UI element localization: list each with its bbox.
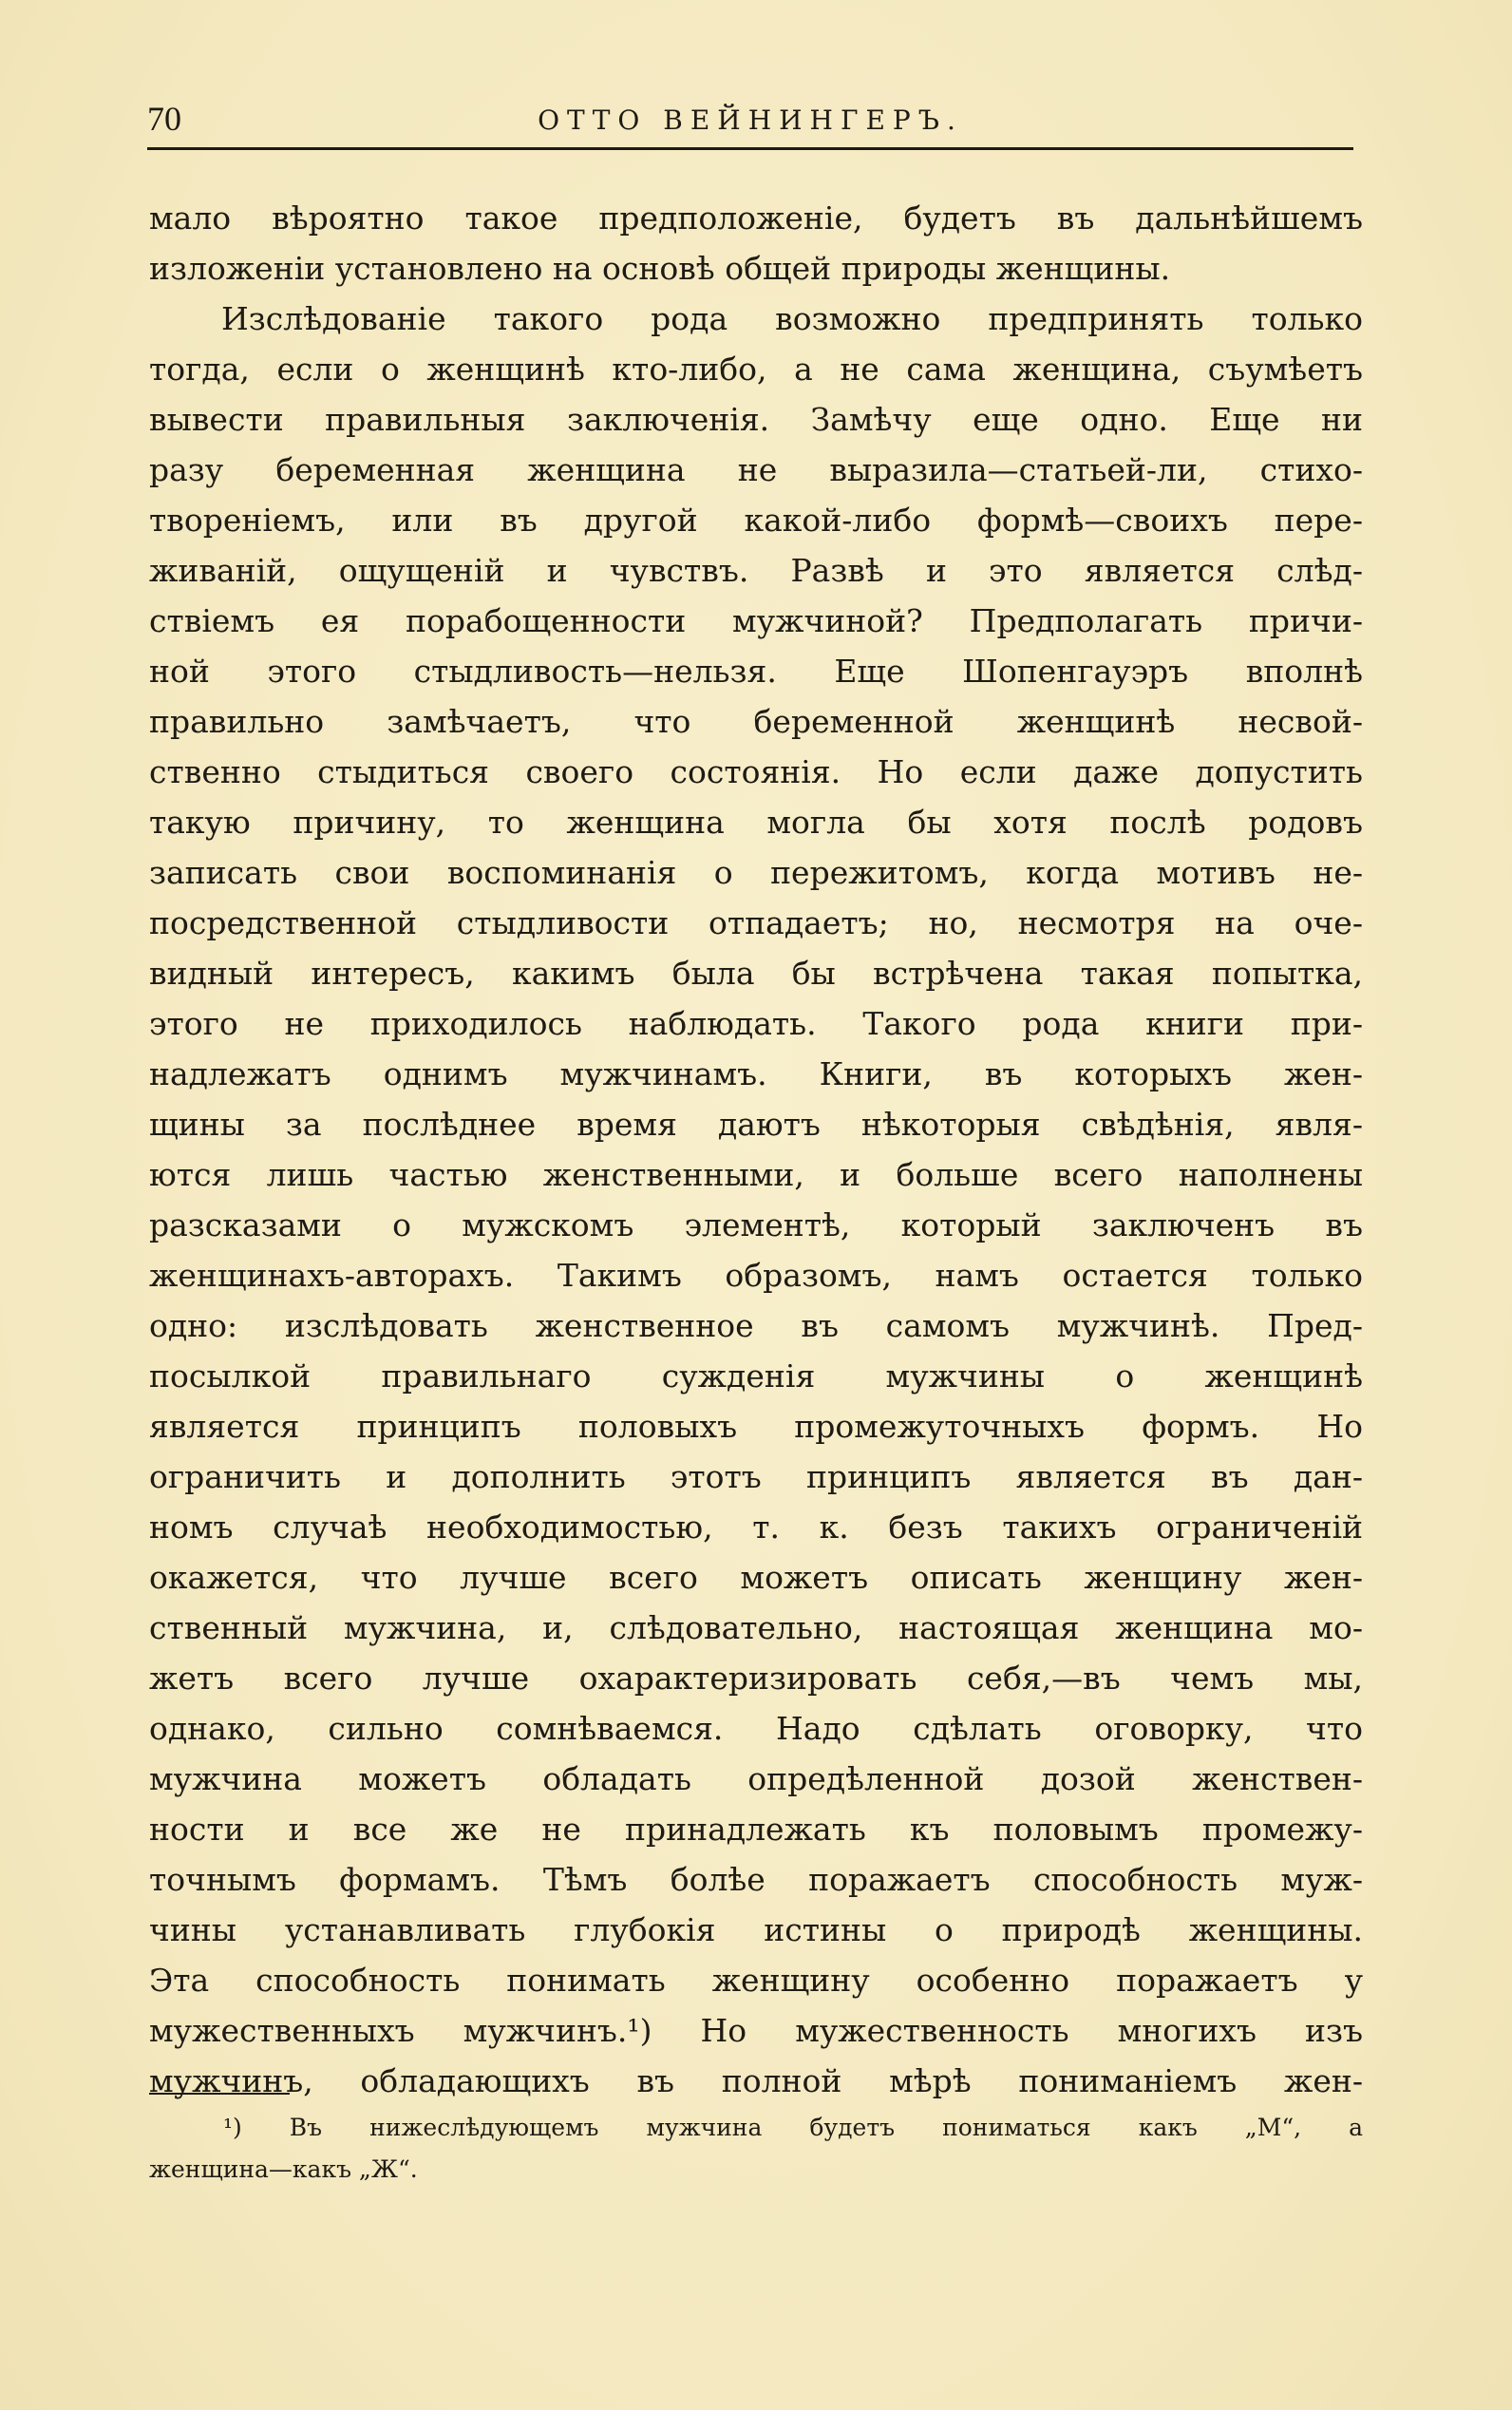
text-line: номъ случаѣ необходимостью, т. к. безъ такихъ ограниченiй bbox=[149, 1509, 1363, 1546]
text-line: Изслѣдованiе такого рода возможно предпринять только bbox=[221, 300, 1363, 337]
text-line: разсказами о мужскомъ элементѣ, который заключенъ въ bbox=[149, 1206, 1363, 1243]
text-line: ственно стыдиться своего состоянiя. Но если даже допустить bbox=[149, 753, 1363, 790]
text-line: мужчинъ, обладающихъ въ полной мѣрѣ пониманiемъ жен- bbox=[149, 2062, 1363, 2099]
text-line: мужчина можетъ обладать опредѣленной дозой женствен- bbox=[149, 1760, 1363, 1797]
text-line: такую причину, то женщина могла бы хотя послѣ родовъ bbox=[149, 804, 1363, 841]
text-line: ственный мужчина, и, слѣдовательно, настоящая женщина мо- bbox=[149, 1609, 1363, 1646]
text-line: правильно замѣчаетъ, что беременной женщинѣ несвой- bbox=[149, 703, 1363, 740]
text-line: творенiемъ, или въ другой какой-либо формѣ—своихъ пере- bbox=[149, 502, 1363, 539]
text-line: окажется, что лучше всего можетъ описать женщину жен- bbox=[149, 1559, 1363, 1596]
text-line: Эта способность понимать женщину особенно поражаетъ у bbox=[149, 1962, 1363, 1999]
text-line: жетъ всего лучше охарактеризировать себя,—въ чемъ мы, bbox=[149, 1660, 1363, 1697]
text-line: ствiемъ ея порабощенности мужчиной? Предполагать причи- bbox=[149, 602, 1363, 639]
main-text bbox=[149, 193, 1363, 2106]
footnote-line: ¹) Въ нижеслѣдующемъ мужчина будетъ пониматься какъ „М“, а bbox=[223, 2114, 1363, 2141]
text-line: разу беременная женщина не выразила—статьей-ли, стихо- bbox=[149, 451, 1363, 488]
running-title: ОТТО ВЕЙНИНГЕРЪ. bbox=[538, 104, 963, 136]
footnote-rule bbox=[149, 2093, 290, 2095]
text-line: точнымъ формамъ. Тѣмъ болѣе поражаетъ способность муж- bbox=[149, 1861, 1363, 1898]
text-line: является принципъ половыхъ промежуточныхъ формъ. Но bbox=[149, 1408, 1363, 1445]
text-line: однако, сильно сомнѣваемся. Надо сдѣлать оговорку, что bbox=[149, 1710, 1363, 1747]
footnote-line: женщина—какъ „Ж“. bbox=[149, 2155, 418, 2183]
text-line: одно: изслѣдовать женственное въ самомъ мужчинѣ. Пред- bbox=[149, 1307, 1363, 1344]
text-line: мало вѣроятно такое предположенiе, будетъ въ дальнѣйшемъ bbox=[149, 199, 1363, 237]
text-line: ограничить и дополнить этотъ принципъ является въ дан- bbox=[149, 1458, 1363, 1495]
page-header bbox=[147, 95, 1353, 152]
footnotes bbox=[149, 2107, 1363, 2191]
text-line: ются лишь частью женственными, и больше всего наполнены bbox=[149, 1156, 1363, 1193]
text-line: изложенiи установлено на основѣ общей природы женщины. bbox=[149, 250, 1171, 287]
text-line: мужественныхъ мужчинъ.¹) Но мужественность многихъ изъ bbox=[149, 2012, 1363, 2049]
text-line: этого не приходилось наблюдать. Такого рода книги при- bbox=[149, 1005, 1363, 1042]
text-line: посредственной стыдливости отпадаетъ; но, несмотря на оче- bbox=[149, 904, 1363, 941]
text-line: чины устанавливать глубокiя истины о природѣ женщины. bbox=[149, 1911, 1363, 1948]
text-line: видный интересъ, какимъ была бы встрѣчена такая попытка, bbox=[149, 955, 1363, 992]
text-line: тогда, если о женщинѣ кто-либо, а не сама женщина, съумѣетъ bbox=[149, 351, 1363, 388]
text-line: вывести правильныя заключенiя. Замѣчу еще одно. Еще ни bbox=[149, 401, 1363, 438]
page-number: 70 bbox=[147, 100, 181, 138]
text-line: живанiй, ощущенiй и чувствъ. Развѣ и это является слѣд- bbox=[149, 552, 1363, 589]
text-line: ности и все же не принадлежать къ половымъ промежу- bbox=[149, 1811, 1363, 1848]
text-line: записать свои воспоминанiя о пережитомъ, когда мотивъ не- bbox=[149, 854, 1363, 891]
text-line: женщинахъ-авторахъ. Такимъ образомъ, намъ остается только bbox=[149, 1257, 1363, 1294]
header-rule bbox=[147, 147, 1353, 150]
text-line: ной этого стыдливость—нельзя. Еще Шопенгауэръ вполнѣ bbox=[149, 653, 1363, 690]
text-line: щины за послѣднее время даютъ нѣкоторыя свѣдѣнiя, явля- bbox=[149, 1106, 1363, 1143]
text-line: надлежатъ однимъ мужчинамъ. Книги, въ которыхъ жен- bbox=[149, 1055, 1363, 1092]
text-line: посылкой правильнаго сужденiя мужчины о женщинѣ bbox=[149, 1357, 1363, 1395]
